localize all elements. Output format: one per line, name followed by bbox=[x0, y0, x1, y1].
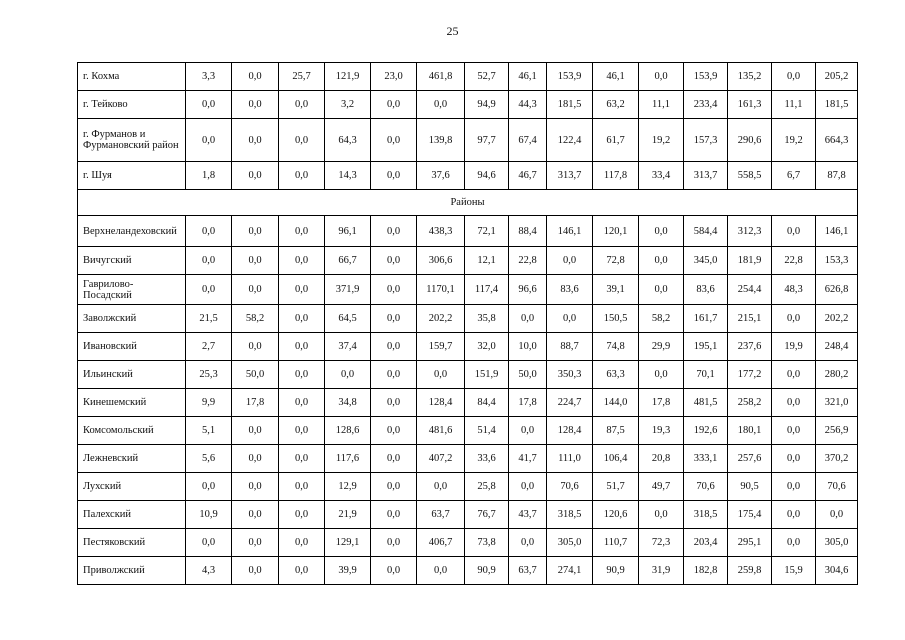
table-cell: 0,0 bbox=[639, 501, 684, 529]
table-cell: 0,0 bbox=[417, 361, 465, 389]
table-cell: 461,8 bbox=[417, 63, 465, 91]
table-row bbox=[78, 557, 858, 585]
table-cell: 63,2 bbox=[593, 91, 639, 119]
table-cell: 5,1 bbox=[186, 417, 232, 445]
table-cell: 0,0 bbox=[279, 557, 325, 585]
table-cell: 0,0 bbox=[371, 119, 417, 162]
table-cell: 153,9 bbox=[684, 63, 728, 91]
table-cell: 146,1 bbox=[547, 216, 593, 247]
table-cell: 371,9 bbox=[325, 275, 371, 305]
table-cell: 0,0 bbox=[772, 216, 816, 247]
table-cell: 0,0 bbox=[371, 216, 417, 247]
table-cell: 19,2 bbox=[639, 119, 684, 162]
table-cell: 558,5 bbox=[728, 162, 772, 190]
table-cell: 321,0 bbox=[816, 389, 858, 417]
table-cell: 203,4 bbox=[684, 529, 728, 557]
table-cell: 626,8 bbox=[816, 275, 858, 305]
table-cell: 0,0 bbox=[772, 445, 816, 473]
table-cell: 139,8 bbox=[417, 119, 465, 162]
table-cell: 90,9 bbox=[465, 557, 509, 585]
table-cell: 0,0 bbox=[772, 473, 816, 501]
table-row bbox=[78, 305, 858, 333]
table-cell: 481,5 bbox=[684, 389, 728, 417]
table-cell: 63,3 bbox=[593, 361, 639, 389]
table-cell: 0,0 bbox=[371, 529, 417, 557]
table-cell: 0,0 bbox=[509, 473, 547, 501]
table-cell: 0,0 bbox=[232, 473, 279, 501]
row-name: Гаврилово-Посадский bbox=[78, 275, 186, 305]
row-name: Лежневский bbox=[78, 445, 186, 473]
table-cell: 0,0 bbox=[547, 305, 593, 333]
table-cell: 202,2 bbox=[816, 305, 858, 333]
row-name: г. Фурманов и Фурмановский район bbox=[78, 119, 186, 162]
table-cell: 35,8 bbox=[465, 305, 509, 333]
table-cell: 46,1 bbox=[593, 63, 639, 91]
table-row bbox=[78, 473, 858, 501]
table-cell: 88,4 bbox=[509, 216, 547, 247]
table-cell: 19,9 bbox=[772, 333, 816, 361]
section-label: Районы bbox=[78, 190, 858, 216]
table-cell: 0,0 bbox=[232, 417, 279, 445]
table-cell: 233,4 bbox=[684, 91, 728, 119]
table-cell: 128,6 bbox=[325, 417, 371, 445]
table-cell: 224,7 bbox=[547, 389, 593, 417]
table-cell: 0,0 bbox=[232, 119, 279, 162]
table-cell: 0,0 bbox=[772, 389, 816, 417]
table-cell: 0,0 bbox=[232, 216, 279, 247]
table-cell: 3,3 bbox=[186, 63, 232, 91]
table-cell: 96,6 bbox=[509, 275, 547, 305]
row-name: г. Шуя bbox=[78, 162, 186, 190]
table-cell: 333,1 bbox=[684, 445, 728, 473]
table-cell: 0,0 bbox=[816, 501, 858, 529]
table-cell: 0,0 bbox=[279, 473, 325, 501]
table-cell: 25,3 bbox=[186, 361, 232, 389]
table-cell: 6,7 bbox=[772, 162, 816, 190]
table-cell: 17,8 bbox=[639, 389, 684, 417]
table-cell: 14,3 bbox=[325, 162, 371, 190]
table-cell: 0,0 bbox=[279, 389, 325, 417]
table-cell: 72,8 bbox=[593, 247, 639, 275]
table-cell: 406,7 bbox=[417, 529, 465, 557]
table-cell: 258,2 bbox=[728, 389, 772, 417]
table-cell: 39,1 bbox=[593, 275, 639, 305]
table-cell: 180,1 bbox=[728, 417, 772, 445]
table-cell: 58,2 bbox=[232, 305, 279, 333]
table-cell: 0,0 bbox=[232, 162, 279, 190]
table-cell: 117,4 bbox=[465, 275, 509, 305]
table-cell: 51,7 bbox=[593, 473, 639, 501]
table-cell: 106,4 bbox=[593, 445, 639, 473]
table-cell: 87,8 bbox=[816, 162, 858, 190]
table-cell: 305,0 bbox=[547, 529, 593, 557]
table-cell: 181,9 bbox=[728, 247, 772, 275]
table-cell: 0,0 bbox=[371, 162, 417, 190]
table-cell: 2,7 bbox=[186, 333, 232, 361]
table-row bbox=[78, 63, 858, 91]
table-cell: 29,9 bbox=[639, 333, 684, 361]
table-cell: 25,8 bbox=[465, 473, 509, 501]
table-cell: 17,8 bbox=[509, 389, 547, 417]
table-cell: 22,8 bbox=[509, 247, 547, 275]
table-cell: 664,3 bbox=[816, 119, 858, 162]
table-cell: 295,1 bbox=[728, 529, 772, 557]
table-cell: 161,7 bbox=[684, 305, 728, 333]
table-cell: 0,0 bbox=[772, 417, 816, 445]
table-cell: 90,5 bbox=[728, 473, 772, 501]
table-cell: 0,0 bbox=[279, 275, 325, 305]
table-row bbox=[78, 333, 858, 361]
row-name: Вичугский bbox=[78, 247, 186, 275]
table-cell: 159,7 bbox=[417, 333, 465, 361]
table-cell: 33,6 bbox=[465, 445, 509, 473]
table-cell: 11,1 bbox=[639, 91, 684, 119]
table-cell: 21,5 bbox=[186, 305, 232, 333]
table-cell: 256,9 bbox=[816, 417, 858, 445]
table-cell: 0,0 bbox=[232, 91, 279, 119]
table-cell: 121,9 bbox=[325, 63, 371, 91]
table-cell: 0,0 bbox=[186, 529, 232, 557]
table-cell: 87,5 bbox=[593, 417, 639, 445]
table-cell: 94,9 bbox=[465, 91, 509, 119]
table-cell: 0,0 bbox=[772, 501, 816, 529]
table-cell: 0,0 bbox=[772, 63, 816, 91]
table-cell: 0,0 bbox=[509, 529, 547, 557]
table-cell: 3,2 bbox=[325, 91, 371, 119]
table-cell: 10,9 bbox=[186, 501, 232, 529]
table-cell: 61,7 bbox=[593, 119, 639, 162]
table-row bbox=[78, 501, 858, 529]
table-cell: 312,3 bbox=[728, 216, 772, 247]
table-cell: 0,0 bbox=[639, 275, 684, 305]
table-cell: 481,6 bbox=[417, 417, 465, 445]
table-cell: 19,3 bbox=[639, 417, 684, 445]
table-cell: 0,0 bbox=[279, 529, 325, 557]
table-cell: 151,9 bbox=[465, 361, 509, 389]
table-cell: 46,1 bbox=[509, 63, 547, 91]
table-cell: 0,0 bbox=[232, 333, 279, 361]
table-cell: 157,3 bbox=[684, 119, 728, 162]
table-cell: 0,0 bbox=[509, 417, 547, 445]
table-cell: 345,0 bbox=[684, 247, 728, 275]
table-cell: 0,0 bbox=[279, 162, 325, 190]
table-cell: 17,8 bbox=[232, 389, 279, 417]
table-cell: 195,1 bbox=[684, 333, 728, 361]
table-cell: 0,0 bbox=[279, 361, 325, 389]
table-cell: 182,8 bbox=[684, 557, 728, 585]
table-cell: 58,2 bbox=[639, 305, 684, 333]
table-cell: 438,3 bbox=[417, 216, 465, 247]
table-cell: 0,0 bbox=[371, 305, 417, 333]
table-cell: 49,7 bbox=[639, 473, 684, 501]
table-cell: 313,7 bbox=[684, 162, 728, 190]
table-cell: 0,0 bbox=[371, 501, 417, 529]
table-cell: 0,0 bbox=[279, 216, 325, 247]
table-cell: 304,6 bbox=[816, 557, 858, 585]
table-cell: 290,6 bbox=[728, 119, 772, 162]
table-cell: 120,6 bbox=[593, 501, 639, 529]
table-cell: 0,0 bbox=[279, 305, 325, 333]
row-name: Верхнеландеховский bbox=[78, 216, 186, 247]
table-cell: 0,0 bbox=[371, 333, 417, 361]
table-cell: 122,4 bbox=[547, 119, 593, 162]
table-cell: 0,0 bbox=[639, 247, 684, 275]
table-cell: 259,8 bbox=[728, 557, 772, 585]
table-cell: 43,7 bbox=[509, 501, 547, 529]
table-cell: 0,0 bbox=[547, 247, 593, 275]
table-cell: 20,8 bbox=[639, 445, 684, 473]
table-cell: 0,0 bbox=[186, 119, 232, 162]
table-cell: 0,0 bbox=[186, 275, 232, 305]
table-cell: 31,9 bbox=[639, 557, 684, 585]
table-cell: 0,0 bbox=[279, 247, 325, 275]
table-cell: 175,4 bbox=[728, 501, 772, 529]
table-cell: 52,7 bbox=[465, 63, 509, 91]
table-cell: 280,2 bbox=[816, 361, 858, 389]
table-row bbox=[78, 389, 858, 417]
table-cell: 44,3 bbox=[509, 91, 547, 119]
table-row bbox=[78, 91, 858, 119]
table-cell: 97,7 bbox=[465, 119, 509, 162]
table-cell: 50,0 bbox=[232, 361, 279, 389]
table-cell: 41,7 bbox=[509, 445, 547, 473]
table-cell: 4,3 bbox=[186, 557, 232, 585]
table-cell: 0,0 bbox=[232, 247, 279, 275]
table-cell: 181,5 bbox=[547, 91, 593, 119]
table-cell: 64,5 bbox=[325, 305, 371, 333]
table-cell: 318,5 bbox=[547, 501, 593, 529]
table-cell: 67,4 bbox=[509, 119, 547, 162]
table-cell: 15,9 bbox=[772, 557, 816, 585]
row-name: Кинешемский bbox=[78, 389, 186, 417]
table-cell: 23,0 bbox=[371, 63, 417, 91]
table-cell: 584,4 bbox=[684, 216, 728, 247]
table-cell: 177,2 bbox=[728, 361, 772, 389]
table-cell: 0,0 bbox=[772, 305, 816, 333]
table-cell: 70,1 bbox=[684, 361, 728, 389]
table-cell: 32,0 bbox=[465, 333, 509, 361]
table-cell: 70,6 bbox=[684, 473, 728, 501]
table-cell: 0,0 bbox=[371, 417, 417, 445]
table-cell: 161,3 bbox=[728, 91, 772, 119]
table-cell: 0,0 bbox=[639, 63, 684, 91]
table-cell: 0,0 bbox=[232, 501, 279, 529]
row-name: Ильинский bbox=[78, 361, 186, 389]
table-cell: 12,9 bbox=[325, 473, 371, 501]
table-cell: 192,6 bbox=[684, 417, 728, 445]
table-cell: 0,0 bbox=[186, 473, 232, 501]
section-header-row bbox=[78, 190, 858, 216]
table-cell: 0,0 bbox=[371, 445, 417, 473]
table-row bbox=[78, 361, 858, 389]
table-cell: 120,1 bbox=[593, 216, 639, 247]
table-cell: 63,7 bbox=[509, 557, 547, 585]
table-cell: 153,3 bbox=[816, 247, 858, 275]
table-cell: 84,4 bbox=[465, 389, 509, 417]
table-cell: 274,1 bbox=[547, 557, 593, 585]
table-cell: 0,0 bbox=[186, 247, 232, 275]
table-cell: 76,7 bbox=[465, 501, 509, 529]
table-cell: 72,1 bbox=[465, 216, 509, 247]
table-cell: 0,0 bbox=[639, 361, 684, 389]
table-cell: 22,8 bbox=[772, 247, 816, 275]
table-cell: 305,0 bbox=[816, 529, 858, 557]
table-cell: 313,7 bbox=[547, 162, 593, 190]
table-cell: 306,6 bbox=[417, 247, 465, 275]
row-name: Комсомольский bbox=[78, 417, 186, 445]
row-name: Палехский bbox=[78, 501, 186, 529]
table-cell: 215,1 bbox=[728, 305, 772, 333]
table-cell: 110,7 bbox=[593, 529, 639, 557]
table-cell: 0,0 bbox=[509, 305, 547, 333]
row-name: г. Кохма bbox=[78, 63, 186, 91]
table-cell: 0,0 bbox=[639, 216, 684, 247]
table-row bbox=[78, 417, 858, 445]
table-cell: 46,7 bbox=[509, 162, 547, 190]
table-cell: 0,0 bbox=[417, 473, 465, 501]
table-cell: 1,8 bbox=[186, 162, 232, 190]
table-cell: 70,6 bbox=[816, 473, 858, 501]
table-cell: 0,0 bbox=[772, 361, 816, 389]
table-cell: 181,5 bbox=[816, 91, 858, 119]
table-cell: 72,3 bbox=[639, 529, 684, 557]
table-cell: 0,0 bbox=[279, 333, 325, 361]
table-cell: 0,0 bbox=[325, 361, 371, 389]
table-row bbox=[78, 275, 858, 305]
table-cell: 237,6 bbox=[728, 333, 772, 361]
table-cell: 0,0 bbox=[279, 501, 325, 529]
table-cell: 146,1 bbox=[816, 216, 858, 247]
table-cell: 25,7 bbox=[279, 63, 325, 91]
table-cell: 0,0 bbox=[186, 91, 232, 119]
table-cell: 66,7 bbox=[325, 247, 371, 275]
row-name: г. Тейково bbox=[78, 91, 186, 119]
table-cell: 144,0 bbox=[593, 389, 639, 417]
table-cell: 83,6 bbox=[684, 275, 728, 305]
table-cell: 0,0 bbox=[186, 216, 232, 247]
table-cell: 350,3 bbox=[547, 361, 593, 389]
page-number: 25 bbox=[446, 24, 459, 38]
table-cell: 9,9 bbox=[186, 389, 232, 417]
table-row bbox=[78, 529, 858, 557]
table-cell: 0,0 bbox=[232, 557, 279, 585]
table-row bbox=[78, 119, 858, 162]
table-cell: 5,6 bbox=[186, 445, 232, 473]
table-cell: 257,6 bbox=[728, 445, 772, 473]
table-cell: 370,2 bbox=[816, 445, 858, 473]
table-cell: 0,0 bbox=[417, 557, 465, 585]
table-cell: 0,0 bbox=[279, 417, 325, 445]
table-cell: 34,8 bbox=[325, 389, 371, 417]
row-name: Заволжский bbox=[78, 305, 186, 333]
table-cell: 63,7 bbox=[417, 501, 465, 529]
table-cell: 83,6 bbox=[547, 275, 593, 305]
table-cell: 33,4 bbox=[639, 162, 684, 190]
table-cell: 88,7 bbox=[547, 333, 593, 361]
table-cell: 0,0 bbox=[772, 529, 816, 557]
table-cell: 73,8 bbox=[465, 529, 509, 557]
table-cell: 19,2 bbox=[772, 119, 816, 162]
table-row bbox=[78, 445, 858, 473]
table-cell: 0,0 bbox=[371, 275, 417, 305]
table-row bbox=[78, 216, 858, 247]
table-cell: 70,6 bbox=[547, 473, 593, 501]
table-cell: 39,9 bbox=[325, 557, 371, 585]
table-cell: 90,9 bbox=[593, 557, 639, 585]
table-cell: 0,0 bbox=[417, 91, 465, 119]
table-cell: 128,4 bbox=[547, 417, 593, 445]
table-cell: 0,0 bbox=[279, 119, 325, 162]
table-cell: 48,3 bbox=[772, 275, 816, 305]
table-cell: 254,4 bbox=[728, 275, 772, 305]
row-name: Ивановский bbox=[78, 333, 186, 361]
table-cell: 0,0 bbox=[371, 361, 417, 389]
row-name: Пестяковский bbox=[78, 529, 186, 557]
table-cell: 117,8 bbox=[593, 162, 639, 190]
table-cell: 0,0 bbox=[371, 389, 417, 417]
table-cell: 0,0 bbox=[371, 473, 417, 501]
table-cell: 51,4 bbox=[465, 417, 509, 445]
table-cell: 10,0 bbox=[509, 333, 547, 361]
table-cell: 248,4 bbox=[816, 333, 858, 361]
table-cell: 128,4 bbox=[417, 389, 465, 417]
table-cell: 74,8 bbox=[593, 333, 639, 361]
table-cell: 0,0 bbox=[279, 445, 325, 473]
table-cell: 37,4 bbox=[325, 333, 371, 361]
table-cell: 0,0 bbox=[371, 91, 417, 119]
table-cell: 0,0 bbox=[232, 63, 279, 91]
table-cell: 111,0 bbox=[547, 445, 593, 473]
table-cell: 0,0 bbox=[232, 529, 279, 557]
table-cell: 11,1 bbox=[772, 91, 816, 119]
table-cell: 0,0 bbox=[371, 247, 417, 275]
table-cell: 135,2 bbox=[728, 63, 772, 91]
table-cell: 0,0 bbox=[232, 445, 279, 473]
table-cell: 64,3 bbox=[325, 119, 371, 162]
table-row bbox=[78, 162, 858, 190]
table-cell: 407,2 bbox=[417, 445, 465, 473]
table-cell: 0,0 bbox=[279, 91, 325, 119]
table-cell: 94,6 bbox=[465, 162, 509, 190]
table-cell: 202,2 bbox=[417, 305, 465, 333]
table-cell: 153,9 bbox=[547, 63, 593, 91]
table-cell: 37,6 bbox=[417, 162, 465, 190]
table-cell: 50,0 bbox=[509, 361, 547, 389]
table-cell: 318,5 bbox=[684, 501, 728, 529]
row-name: Лухский bbox=[78, 473, 186, 501]
table-cell: 205,2 bbox=[816, 63, 858, 91]
table-cell: 117,6 bbox=[325, 445, 371, 473]
statistics-table bbox=[77, 62, 858, 585]
table-row bbox=[78, 247, 858, 275]
table-cell: 12,1 bbox=[465, 247, 509, 275]
row-name: Приволжский bbox=[78, 557, 186, 585]
table-cell: 96,1 bbox=[325, 216, 371, 247]
table-cell: 0,0 bbox=[371, 557, 417, 585]
table-cell: 1170,1 bbox=[417, 275, 465, 305]
table-cell: 150,5 bbox=[593, 305, 639, 333]
table-cell: 21,9 bbox=[325, 501, 371, 529]
table-cell: 0,0 bbox=[232, 275, 279, 305]
table-cell: 129,1 bbox=[325, 529, 371, 557]
